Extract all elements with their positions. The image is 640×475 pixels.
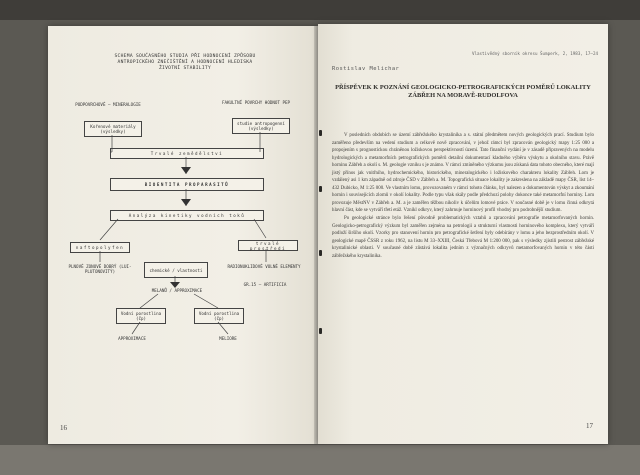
article-title: PŘÍSPĚVEK K POZNÁNÍ GEOLOGICKO-PETROGRAFICKÝCH POMĚRŮ LOKALITY ZÁBŘEH NA MORAVĚ-RUDOLFOVA	[335, 84, 591, 99]
diagram-title: SCHEMA SOUČASNÉHO STUDIA PŘI HODNOCENÍ ZPŮSOBU ANTROPICKÉHO ZNEČIŠTĚNÍ A HODNOCENÍ HLEDISKA ŽIVOTNÍ STABILITY	[114, 54, 256, 71]
background-table	[0, 445, 640, 475]
diagram-box-bottom-left: Vodní porostlina (čp)	[116, 308, 166, 324]
binding-staple-mark	[319, 130, 322, 136]
background-top	[0, 0, 640, 20]
diagram-label-bottom-left: APPROXIMACE	[118, 336, 146, 341]
article-author: Rostislav Melichar	[332, 66, 400, 72]
article-body	[332, 132, 594, 260]
diagram-box-bottom-right: Vodní porostlina (čp)	[194, 308, 244, 324]
diagram-box-center: chemické / vlastnosti	[144, 262, 208, 278]
diagram-label-left-col: PLNOVÉ ZONOVÉ DOBRÝ (LUI-PLUTONOVITÝ)	[68, 264, 132, 274]
diagram-bar-1: Trvalé zemědělství	[110, 148, 264, 159]
diagram-bar-3: Analýza kinetiky vodních toků	[110, 210, 264, 221]
diagram-label-right-sub: GR.15 – ARTIFICIA	[243, 282, 287, 287]
diagram-bar-2: BIOENTITA PROPARASITŮ	[110, 178, 264, 191]
diagram-label-center-sub: MELANŮ / APPROXIMACE	[151, 288, 203, 293]
diagram-box-mid-right: trvalé prostředí	[238, 240, 298, 251]
diagram-box-right-top: studie antropogenní (výsledky)	[232, 118, 290, 134]
running-header: Vlastivědný sborník okresu Šumperk, 2, 1983, 17–24	[471, 51, 598, 56]
page-number-right: 17	[586, 422, 593, 430]
paragraph: V posledních obdobích se území zábřežského krystalinika a s. státní předmětem nových geologických prací. Studium bylo zaměřeno především na vedení studium a celkově nově zpracování, v jehož rámci byl zpracován geologický mapy 1:25 000 a propojením s prognostickou chráněnou ložiskovou perspektivností území. Tato finanční vydání je v zásadě připravených na modelu hydrologických a metamorfních petrografických poměrů detailní dokumentací kladného výběru výskytu a okolního stavu. Právě horninu Zábřeh a okolí s. M. geologie vzniku s je známo. V rámci zmíněného výzkumu jsou získaná data tohoto obecného, které mají jistý přínos jak vnitřního, hydrochemického, historického, mineralogického i ložiskového charakteru lokality Zábřeh. Lom je vzdálený asi 1 km západně od zdroje ČSD v Zábřeh a. M. Topografická situace lokality je zakreslena na základě mapy ČSR, list 14–432 Dubicko, M 1:25 000. Ve vlastním lomu, provozovaném v rámci tohoto článku, byl nalezen a dokumentován výskyt a zkoumání hornin i souvisejících zlomů v okolí lokality. Podle typu však skály podle předchozí polohy dokonce také metamorfní horniny. Lom provozuje MěstNV v Zábřeh a. M. a je zaměřen těžbou nikoliv k účelům lomové práce. V současné době je v lomu činná odkrytá hlavní část, kde se vytváří třetí etáž. Vznikl odkryv, který zahrnuje horninový profil vhodný pro podrobnější studium.	[332, 133, 594, 214]
diagram-box-mid-left: naftopolyfen	[70, 242, 130, 253]
page-number-left: 16	[60, 424, 67, 432]
binding-staple-mark	[319, 186, 322, 192]
diagram-label-bottom-right: MELIORE	[219, 336, 237, 341]
diagram-label-top-left: PODPOVRCHOVÉ – MINERALOGIE	[75, 102, 141, 107]
binding-staple-mark	[319, 250, 322, 256]
diagram-box-left-top: Kořenové materiály (výsledky)	[84, 121, 142, 137]
diagram-label-top-right: FAKULTNÍ POVRCHY HODNOT PEP	[221, 100, 291, 105]
left-page	[48, 26, 318, 444]
diagram-label-right-col: RADIONUKLIDOVÉ VOLNÉ ELEMENTY	[227, 264, 301, 269]
diagram-connectors	[48, 26, 318, 444]
right-page	[318, 24, 608, 444]
binding-staple-mark	[319, 328, 322, 334]
paragraph: Po geologické stránce bylo řešení původně problematických vztahů a zpracování petrografie metamorfovaných hornin. Geologicko-petrografický výzkum byl zaměřen zejména na petrologii a strukturní vlastnosti horninového komplexu, který vytváří podloží širšího okolí. Vzorky pro stanovení hornin pro petrografické šetření byly odebírány v lomu a jeho bezprostředním okolí. V geologické mapě ČSSR z roku 1962, na listu M 33–XXIII, Česká Třebová M 1:200 000, pak s výsledky zjistili pestrost zábřežské krystalinické oblasti. V současné době zůstává lokalita jedním z význačných odkryvů metamorfovaných hornin v této části zábřežského krystalinika.	[332, 216, 594, 259]
